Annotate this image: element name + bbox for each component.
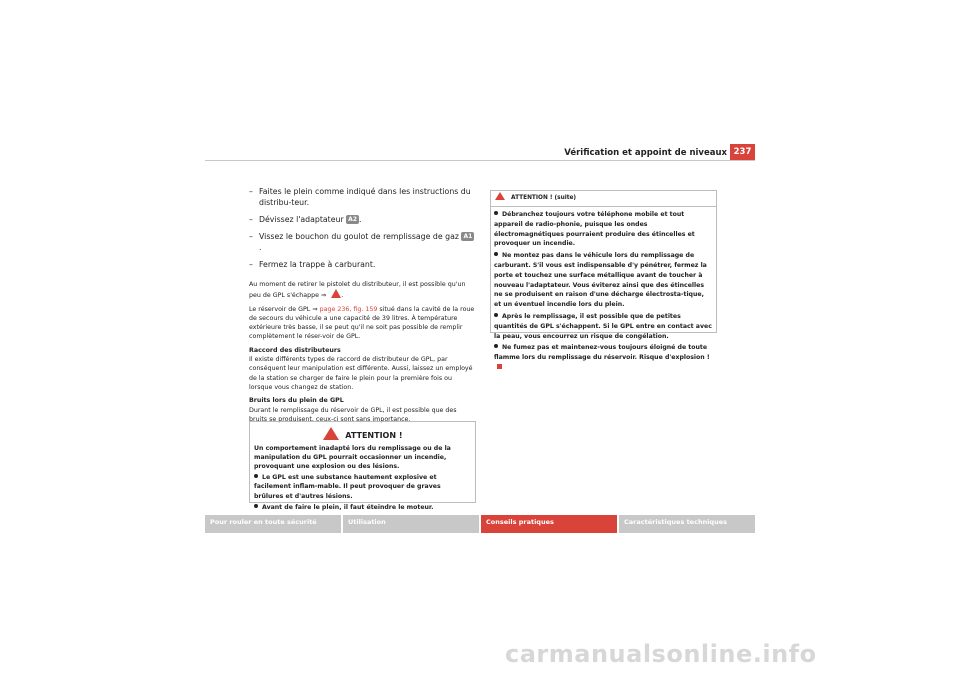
- adapter-badge: A2: [348, 216, 357, 223]
- step-item: [249, 259, 475, 270]
- warning-triangle-icon: [323, 427, 339, 440]
- bullet-icon: [254, 504, 258, 508]
- bullet-icon: [494, 344, 498, 348]
- paragraph: Au moment de retirer le pistolet du distributeur, il est possible qu'un peu de GPL s'échappe ⇒ .: [249, 281, 466, 300]
- attention-header: [250, 427, 475, 440]
- warning-triangle-icon[interactable]: [331, 289, 341, 298]
- step-dash: –: [249, 260, 253, 269]
- step-dash: –: [249, 187, 253, 196]
- attention-box: [249, 421, 476, 511]
- bullet-icon: [494, 252, 498, 256]
- tab-practical-advice[interactable]: Conseils pratiques: [481, 515, 617, 533]
- tab-technical-specs[interactable]: Caractéristiques techniques: [619, 515, 755, 533]
- step-text: Faites le plein comme indiqué dans les instructions du distribu-teur.: [259, 187, 471, 207]
- bullet-icon: [254, 474, 258, 478]
- attention-continued-header: [491, 191, 716, 207]
- section-heading: Raccord des distributeurs: [249, 346, 341, 354]
- p1-text: Au moment de retirer le pistolet du distributeur, il est possible qu'un peu de GPL s'échappe ⇒: [249, 281, 466, 300]
- tab-safety[interactable]: Pour rouler en toute sécurité: [205, 515, 341, 533]
- warning-triangle-icon: [495, 192, 505, 200]
- attention-body: [250, 444, 475, 512]
- bullet-text: Ne montez pas dans le véhicule lors du remplissage de carburant. S'il vous est indispensable d'y pénétrer, fermez la porte et touchez une surface métallique avant de toucher à nouveau l'adaptateur. Vous éviterez ainsi que des étincelles ne se produisent en raison d'une décharge électrosta-tique, et un éventuel incendie lors du plein.: [494, 252, 707, 309]
- list-item: [254, 503, 471, 512]
- left-column: [249, 186, 475, 428]
- list-item: [494, 343, 713, 372]
- page-header-title: Vérification et appoint de niveaux: [564, 148, 727, 158]
- attention-title: ATTENTION !: [345, 431, 403, 440]
- list-item: [494, 210, 713, 249]
- bullet-text: Débranchez toujours votre téléphone mobile et tout appareil de radio-phonie, puisque les ondes électromagnétiques pourraient produire des étincelles et provoquer un incendie.: [494, 211, 695, 248]
- bullet-text: Après le remplissage, il est possible que de petites quantités de GPL s'échappent. Si le GPL entre en contact avec la peau, vous encourrez un risque de congélation.: [494, 312, 712, 340]
- step-dash: –: [249, 232, 253, 241]
- bullet-text: Avant de faire le plein, il faut éteindre le moteur.: [262, 503, 434, 511]
- section-heading: Bruits lors du plein de GPL: [249, 397, 344, 405]
- tab-usage[interactable]: Utilisation: [343, 515, 479, 533]
- step-item: [249, 186, 475, 208]
- paragraph: Il existe différents types de raccord de distributeur de GPL, par conséquent leur manipulation est différente. Aussi, laissez un employé de la station se charger de faire le plein pour la première fois ou lorsque vous changez de station.: [249, 356, 473, 391]
- attention-continued-title: ATTENTION ! (suite): [511, 195, 577, 201]
- step-text: Dévissez l'adaptateur: [259, 215, 344, 224]
- footer-tabs: [205, 515, 755, 533]
- bullet-icon: [494, 313, 498, 317]
- end-marker-icon: [497, 364, 502, 369]
- step-text: Fermez la trappe à carburant.: [259, 260, 376, 269]
- paragraph: Durant le remplissage du réservoir de GPL, il est possible que des bruits se produisent, ceux-ci sont sans importance.: [249, 406, 457, 423]
- watermark: carmanualsonline.info: [505, 640, 817, 668]
- paragraph: [249, 305, 475, 342]
- list-item: [494, 251, 713, 310]
- page-reference-link[interactable]: page 236, fig. 159: [319, 305, 378, 313]
- attention-intro: Un comportement inadapté lors du remplissage ou de la manipulation du GPL pourrait occasionner un incendie, provoquant une explosion ou des lésions.: [254, 445, 451, 471]
- bullet-icon: [494, 211, 498, 215]
- header-rule: [205, 160, 755, 161]
- step-text: Vissez le bouchon du goulot de remplissage de gaz: [259, 232, 459, 241]
- attention-continued-box: [490, 190, 717, 362]
- list-item: [254, 473, 471, 500]
- attention-continued-body: [491, 207, 716, 373]
- step-item: – Dévissez l'adaptateur A2 .: [249, 215, 362, 224]
- step-item: – Vissez le bouchon du goulot de remplissage de gaz A1.: [249, 232, 473, 252]
- cap-badge: A1: [463, 233, 473, 240]
- p2-post: situé dans la cavité de la roue de secours du véhicule a une capacité de 39 litres. À température extérieure très basse, il se peut qu'il ne soit pas possible de remplir complètement le réser-voir de GPL.: [249, 305, 475, 341]
- bullet-text: Le GPL est une substance hautement explosive et facilement inflam-mable. Il peut provoquer de graves brûlures et d'autres lésions.: [254, 474, 441, 500]
- p2-pre: Le réservoir de GPL ⇒: [249, 305, 318, 313]
- bullet-text: Ne fumez pas et maintenez-vous toujours éloigné de toute flamme lors du remplissage du réservoir. Risque d'explosion !: [494, 344, 710, 362]
- step-dash: –: [249, 215, 253, 224]
- list-item: [494, 312, 713, 341]
- page-number: 237: [730, 144, 755, 160]
